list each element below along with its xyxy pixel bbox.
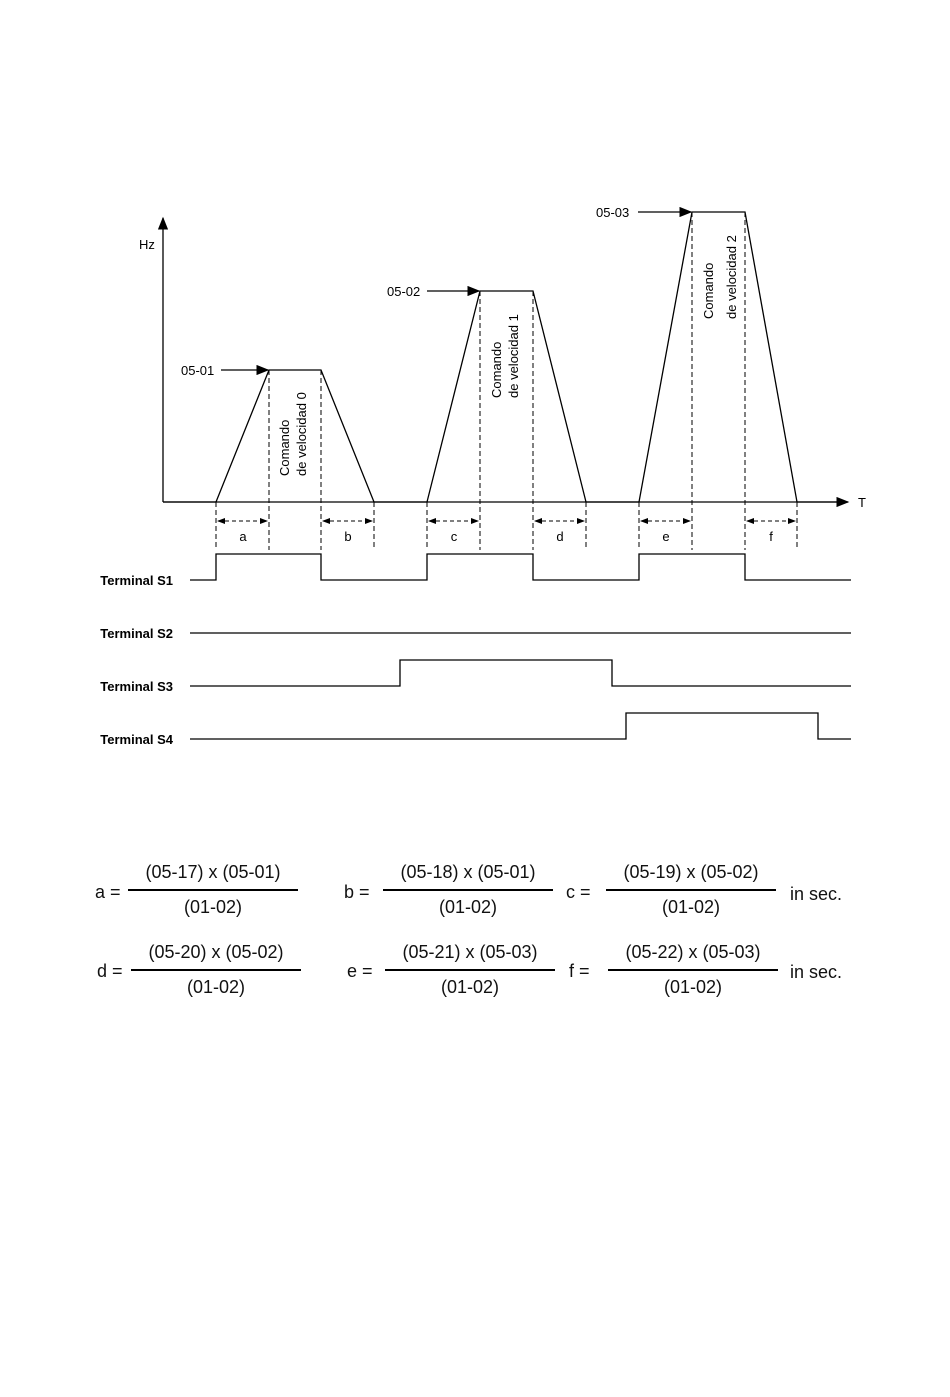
terminal-label-s4: Terminal S4 — [100, 732, 173, 747]
interval-label-d: d — [556, 529, 564, 544]
formula-a-numerator: (05-17) x (05-01) — [145, 862, 281, 882]
formula-e-lhs: e = — [347, 961, 373, 981]
speed-command-2-line1: Comando — [701, 262, 716, 319]
speed-command-2-line2: de velocidad 2 — [724, 235, 739, 319]
speed-command-0-line1: Comando — [277, 419, 292, 476]
waveform-s4 — [190, 713, 851, 739]
unit-row-1: in sec. — [790, 884, 843, 904]
speed-command-0-line2: de velocidad 0 — [294, 392, 309, 476]
waveform-s1 — [190, 554, 851, 580]
formula-e-numerator: (05-21) x (05-03) — [402, 942, 538, 962]
formula-c-denominator: (01-02) — [661, 897, 721, 917]
formula-b-numerator: (05-18) x (05-01) — [400, 862, 536, 882]
formula-d-denominator: (01-02) — [186, 977, 246, 997]
interval-label-f: f — [769, 529, 773, 544]
formula-a-denominator: (01-02) — [183, 897, 243, 917]
formula-f-lhs: f = — [569, 961, 590, 981]
terminal-label-s1: Terminal S1 — [100, 573, 173, 588]
formula-d-lhs: d = — [97, 961, 123, 981]
terminal-label-s3: Terminal S3 — [100, 679, 173, 694]
terminal-label-s2: Terminal S2 — [100, 626, 173, 641]
y-axis-label: Hz — [139, 237, 155, 252]
speed-command-1-line1: Comando — [489, 341, 504, 398]
unit-row-2: in sec. — [790, 962, 843, 982]
speed-level-arrows — [221, 212, 691, 370]
formula-d-numerator: (05-20) x (05-02) — [148, 942, 284, 962]
formula-a-lhs: a = — [95, 882, 121, 902]
interval-label-c: c — [450, 529, 458, 544]
formula-c-numerator: (05-19) x (05-02) — [623, 862, 759, 882]
formula-f-denominator: (01-02) — [663, 977, 723, 997]
interval-label-b: b — [344, 529, 352, 544]
terminal-waveforms — [190, 554, 851, 739]
waveform-s3 — [190, 660, 851, 686]
speed-command-1-line2: de velocidad 1 — [506, 314, 521, 398]
speed-label-05-01: 05-01 — [181, 363, 215, 378]
formula-b-lhs: b = — [344, 882, 370, 902]
formula-e-denominator: (01-02) — [440, 977, 500, 997]
formula-b-denominator: (01-02) — [438, 897, 498, 917]
speed-label-05-03: 05-03 — [596, 205, 630, 220]
formula-f-numerator: (05-22) x (05-03) — [625, 942, 761, 962]
speed-label-05-02: 05-02 — [387, 284, 421, 299]
x-axis-label: T — [858, 495, 866, 510]
formula-c-lhs: c = — [566, 882, 591, 902]
interval-label-a: a — [239, 529, 247, 544]
interval-label-e: e — [662, 529, 670, 544]
